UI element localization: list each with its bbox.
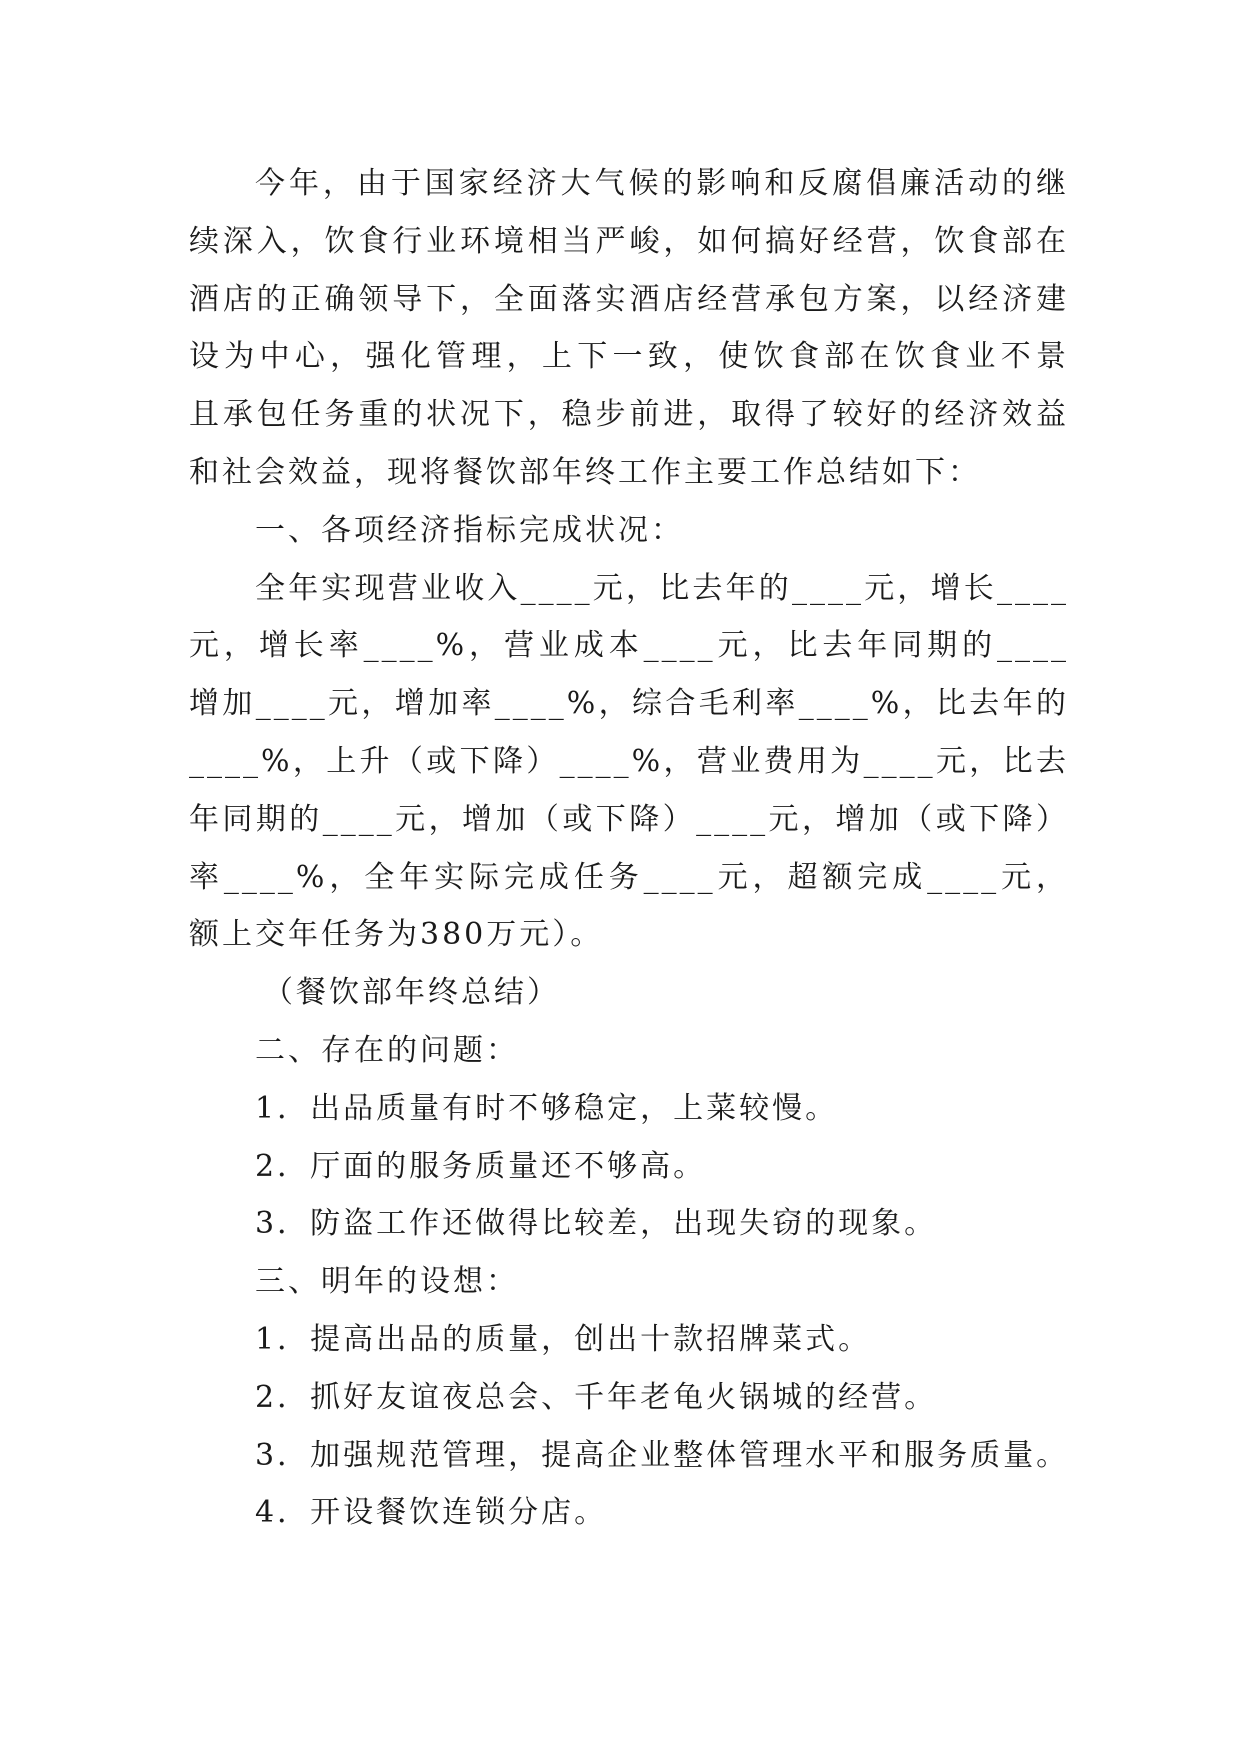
section1-line-2: 元，增长率____%，营业成本____元，比去年同期的____ <box>189 628 1069 664</box>
section2-item-3: 3．防盗工作还做得比较差，出现失窃的现象。 <box>255 1206 938 1242</box>
intro-line-6: 和社会效益，现将餐饮部年终工作主要工作总结如下： <box>189 454 981 490</box>
section3-item-3: 3．加强规范管理，提高企业整体管理水平和服务质量。 <box>255 1437 1070 1473</box>
section3-item-1: 1．提高出品的质量，创出十款招牌菜式。 <box>255 1321 872 1357</box>
section1-line-5: 年同期的____元，增加（或下降）____元，增加（或下降） <box>189 801 1069 837</box>
section1-line-7: 额上交年任务为380万元）。 <box>189 917 604 953</box>
intro-line-2: 续深入，饮食行业环境相当严峻，如何搞好经营，饮食部在 <box>189 223 1069 259</box>
section2-item-1: 1．出品质量有时不够稳定，上菜较慢。 <box>255 1090 839 1126</box>
section1-line-4: ____%，上升（或下降）____%，营业费用为____元，比去 <box>189 743 1069 779</box>
section1-heading: 一、各项经济指标完成状况： <box>255 512 684 548</box>
section2-item-2: 2．厅面的服务质量还不够高。 <box>255 1148 707 1184</box>
intro-line-5: 且承包任务重的状况下，稳步前进，取得了较好的经济效益 <box>189 397 1069 433</box>
section3-item-4: 4．开设餐饮连锁分店。 <box>255 1495 608 1531</box>
section2-heading: 二、存在的问题： <box>255 1032 519 1068</box>
intro-line-4: 设为中心，强化管理，上下一致，使饮食部在饮食业不景 <box>189 339 1069 375</box>
section1-line-6: 率____%，全年实际完成任务____元，超额完成____元， <box>189 859 1069 895</box>
section1-line-3: 增加____元，增加率____%，综合毛利率____%，比去年的 <box>189 686 1069 722</box>
intro-line-3: 酒店的正确领导下，全面落实酒店经营承包方案，以经济建 <box>189 281 1069 317</box>
section1-line-1: 全年实现营业收入____元，比去年的____元，增长____ <box>255 570 1069 606</box>
section3-heading: 三、明年的设想： <box>255 1264 519 1300</box>
summary-note: （餐饮部年终总结） <box>263 975 560 1011</box>
document-body <box>189 155 1069 1542</box>
section3-item-2: 2．抓好友谊夜总会、千年老龟火锅城的经营。 <box>255 1379 938 1415</box>
intro-line-1: 今年，由于国家经济大气候的影响和反腐倡廉活动的继 <box>255 166 1069 201</box>
